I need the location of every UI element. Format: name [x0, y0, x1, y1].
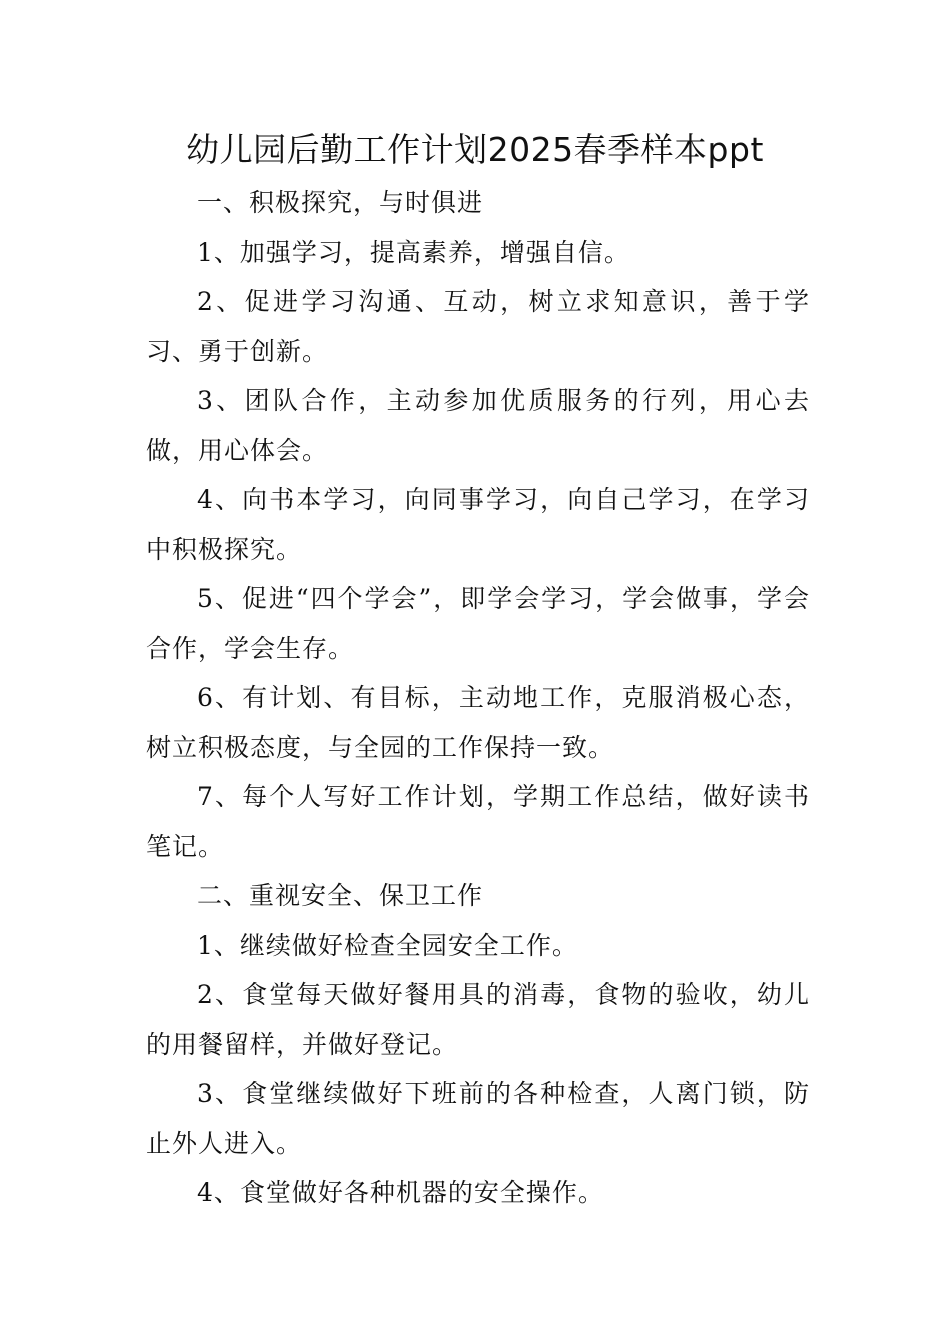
- paragraph: 7、每个人写好工作计划，学期工作总结，做好读书笔记。: [146, 782, 810, 861]
- paragraph: 3、团队合作，主动参加优质服务的行列，用心去做，用心体会。: [146, 386, 810, 465]
- paragraph: 6、有计划、有目标，主动地工作，克服消极心态，树立积极态度，与全园的工作保持一致。: [146, 683, 810, 762]
- paragraph: 3、食堂继续做好下班前的各种检查，人离门锁，防止外人进入。: [146, 1079, 810, 1158]
- document-body: [146, 178, 810, 1218]
- paragraph: 4、向书本学习，向同事学习，向自己学习，在学习中积极探究。: [146, 485, 810, 564]
- paragraph: 1、继续做好检查全园安全工作。: [197, 930, 578, 960]
- document-title: 幼儿园后勤工作计划2025春季样本ppt: [186, 130, 764, 169]
- paragraph: 1、加强学习，提高素养，增强自信。: [197, 237, 630, 267]
- paragraph: 4、食堂做好各种机器的安全操作。: [197, 1178, 604, 1207]
- section-heading: 二、重视安全、保卫工作: [197, 881, 484, 910]
- paragraph: 2、促进学习沟通、互动，树立求知意识，善于学习、勇于创新。: [146, 287, 810, 366]
- section-heading: 一、积极探究，与时俱进: [197, 188, 484, 217]
- paragraph: 5、促进“四个学会”，即学会学习，学会做事，学会合作，学会生存。: [146, 584, 810, 663]
- paragraph: 2、食堂每天做好餐用具的消毒，食物的验收，幼儿的用餐留样，并做好登记。: [146, 980, 810, 1059]
